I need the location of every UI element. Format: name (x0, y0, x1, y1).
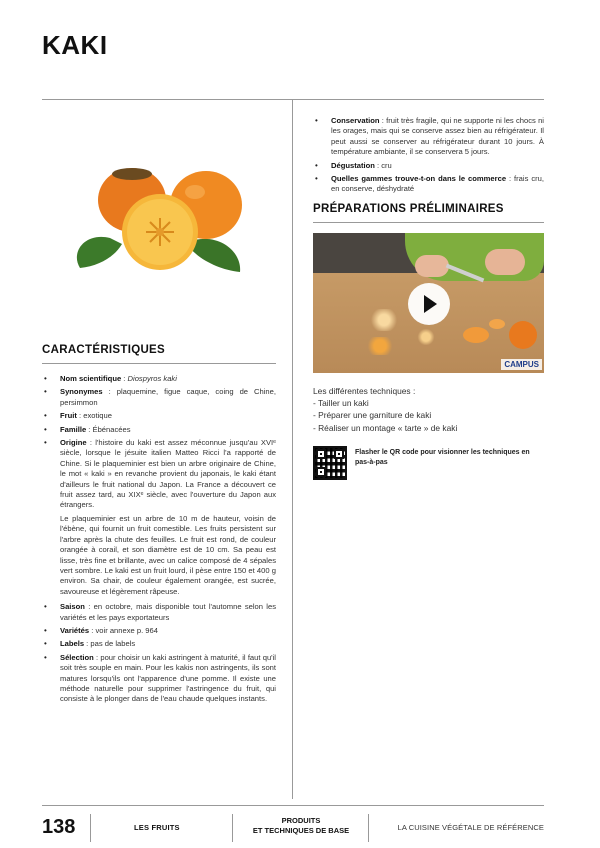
conservation-value: fruit très fragile, qui ne supporte ni les chocs ni les orages, mais qui se conserve assez bien au réfrigérateur. Il peut aussi se conserver au réfrigérateur durant 10 jours. À température ambiante, il se conservera 5 jours. (331, 116, 544, 157)
saison-value: en octobre, mais disponible tout l'automne selon les variétés et les pays exportateurs (60, 602, 276, 622)
degustation-value: cru (381, 160, 392, 170)
footer-section: LES FRUITS (134, 823, 180, 832)
nom-label: Nom scientifique (60, 374, 122, 383)
origine-value: l'histoire du kaki est assez méconnue jusqu'au XVIᵉ siècle, lorsque le jésuite italien Matteo Ricci l'a rapporté de Chine. Si le plaqueminier est bien un arbre originaire de Chine, le mot « kaki » en revanche provient du japonais, le kaki étant d'ailleurs le fruit national du Japon. La France a découvert ce fruit assez tard, au XIXᵉ siècle, avec l'ouverture du Japon aux étrangers. (60, 438, 276, 510)
footer-divider (90, 814, 91, 842)
conservation-label: Conservation (331, 116, 380, 125)
column-divider (292, 99, 293, 799)
origine-label: Origine (60, 438, 87, 448)
list-item: - Préparer une garniture de kaki (313, 410, 432, 421)
famille-value: Ébénacées (92, 424, 131, 434)
qr-row (313, 446, 544, 480)
nom-value: Diospyros kaki (127, 374, 177, 383)
kaki-pieces (369, 309, 399, 331)
qr-code-icon[interactable] (313, 446, 347, 480)
kaki-fruit-image (70, 160, 250, 280)
characteristics-column (42, 344, 276, 708)
list-item: • Origine : l'histoire du kaki est assez méconnue jusqu'au XVIᵉ siècle, lorsque le jésuite italien Matteo Ricci l'a rapporté de Chine. Si le plaqueminier est bien un arbre originaire de Chine, le mot « kaki » en revanche provient du japonais, le kaki étant d'ailleurs le fruit national du Japon. La France a découvert ce fruit assez tard, au XIXᵉ siècle, avec l'ouverture du Japon aux étrangers. (42, 438, 276, 511)
list-item: • Sélection : pour choisir un kaki astringent à maturité, il faut qu'il soit très souple en main. Pour les kakis non astringents, ils sont matures lorsqu'ils ont l'apparence d'une pomme. Il existe une méthode naturelle pour supprimer l'astringence du fruit, qui consiste à le plonger dans de l'eau chaude quelques instants. (42, 653, 276, 705)
campus-badge: CAMPUS (501, 359, 542, 370)
play-icon[interactable] (408, 283, 450, 325)
qr-finder (334, 449, 344, 459)
page-number: 138 (42, 816, 76, 838)
saison-label: Saison (60, 602, 85, 612)
varietes-label: Variétés (60, 625, 90, 635)
famille-label: Famille (60, 424, 87, 434)
list-item: • Labels : pas de labels (42, 639, 276, 649)
whole-kaki (509, 321, 537, 349)
labels-value: pas de labels (90, 639, 136, 649)
footer-part-line1: PRODUITS (281, 816, 321, 825)
qr-caption: Flasher le QR code pour visionner les techniques en pas-à-pas (355, 449, 530, 466)
kaki-pieces (365, 337, 395, 355)
characteristics-list-3 (313, 116, 544, 195)
footer-part (240, 816, 362, 836)
gammes-label: Quelles gammes trouve-t-on dans le commerce (331, 174, 507, 184)
list-item: • Synonymes : plaquemine, figue caque, coing de Chine, persimmon (42, 387, 276, 408)
leaf-right (190, 239, 240, 272)
list-item: • Saison : en octobre, mais disponible tout l'automne selon les variétés et les pays exportateurs (42, 602, 276, 623)
varietes-value: voir annexe p. 964 (95, 625, 158, 635)
origine-paragraph: Le plaqueminier est un arbre de 10 m de hauteur, voisin de l'ébène, qui fournit un fruit comestible. Les fruits persistent sur l'arbre après la chute des feuilles. Le fruit est rond, de couleur orangée à corail, et son diamètre est de 10 cm. Sa peau est lisse, très fine et brillante, avec un calice composé de 4 sépales vert sombre. Le kaki est un fruit lourd, il pèse entre 150 et 400 g environ. Sa chair, de couleur également orangée, est sucrée, savoureuse et légèrement râpeuse. (60, 513, 276, 596)
top-rule (42, 99, 544, 100)
degustation-label: Dégustation (331, 160, 375, 170)
list-item: • Quelles gammes trouve-t-on dans le commerce : frais cru, en conserve, déshydraté (313, 174, 544, 195)
page-footer (42, 806, 544, 846)
characteristics-heading: CARACTÉRISTIQUES (42, 344, 276, 364)
list-item: • Fruit : exotique (42, 411, 276, 421)
chef-hand-left (415, 255, 449, 277)
right-column (313, 116, 544, 480)
fruit-label: Fruit (60, 411, 77, 421)
list-item: - Réaliser un montage « tarte » de kaki (313, 422, 458, 433)
footer-book-title: LA CUISINE VÉGÉTALE DE RÉFÉRENCE (397, 823, 544, 832)
leaf-left (77, 237, 122, 268)
techniques-intro: Les différentes techniques : (313, 385, 416, 396)
chef-hand-right (485, 249, 525, 275)
list-item: • Variétés : voir annexe p. 964 (42, 626, 276, 636)
characteristics-list (42, 374, 276, 511)
qr-finder (316, 449, 326, 459)
kaki-pieces (417, 329, 435, 345)
synonymes-label: Synonymes (60, 387, 103, 397)
qr-finder (316, 467, 326, 477)
footer-divider (232, 814, 233, 842)
preparations-heading: PRÉPARATIONS PRÉLIMINAIRES (313, 203, 544, 223)
page-title: KAKI (42, 30, 108, 60)
kaki-slice (489, 319, 505, 329)
list-item: • Conservation : fruit très fragile, qui ne supporte ni les chocs ni les orages, mais qui se conserve assez bien au réfrigérateur. Il peut aussi se conserver au réfrigérateur durant 10 jours. À température ambiante, il se conservera 5 jours. (313, 116, 544, 158)
video-player[interactable] (313, 233, 544, 373)
techniques-list (313, 397, 544, 435)
kaki-slice (463, 327, 489, 343)
list-item: • Dégustation : cru (313, 161, 544, 171)
selection-label: Sélection (60, 652, 94, 662)
characteristics-list-2 (42, 602, 276, 705)
synonymes-value: plaquemine, figue caque, coing de Chine, persimmon (60, 387, 276, 407)
labels-label: Labels (60, 639, 85, 649)
list-item: - Tailler un kaki (313, 397, 369, 408)
gammes-value: frais cru, en conserve, déshydraté (331, 174, 544, 194)
list-item: • Nom scientifique : Diospyros kaki (42, 374, 276, 384)
selection-value: pour choisir un kaki astringent à maturité, il faut qu'il soit très souple en main. Pour les kakis non astringents, ils sont matures lorsqu'ils ont l'apparence d'une pomme. Il existe une méthode naturelle pour supprimer l'astringence du fruit, qui consiste à le plonger dans de l'eau chaude quelques instants. (60, 652, 276, 704)
footer-part-line2: ET TECHNIQUES DE BASE (252, 826, 350, 835)
fruit-value: exotique (83, 411, 112, 421)
footer-divider (368, 814, 369, 842)
list-item: • Famille : Ébénacées (42, 425, 276, 435)
